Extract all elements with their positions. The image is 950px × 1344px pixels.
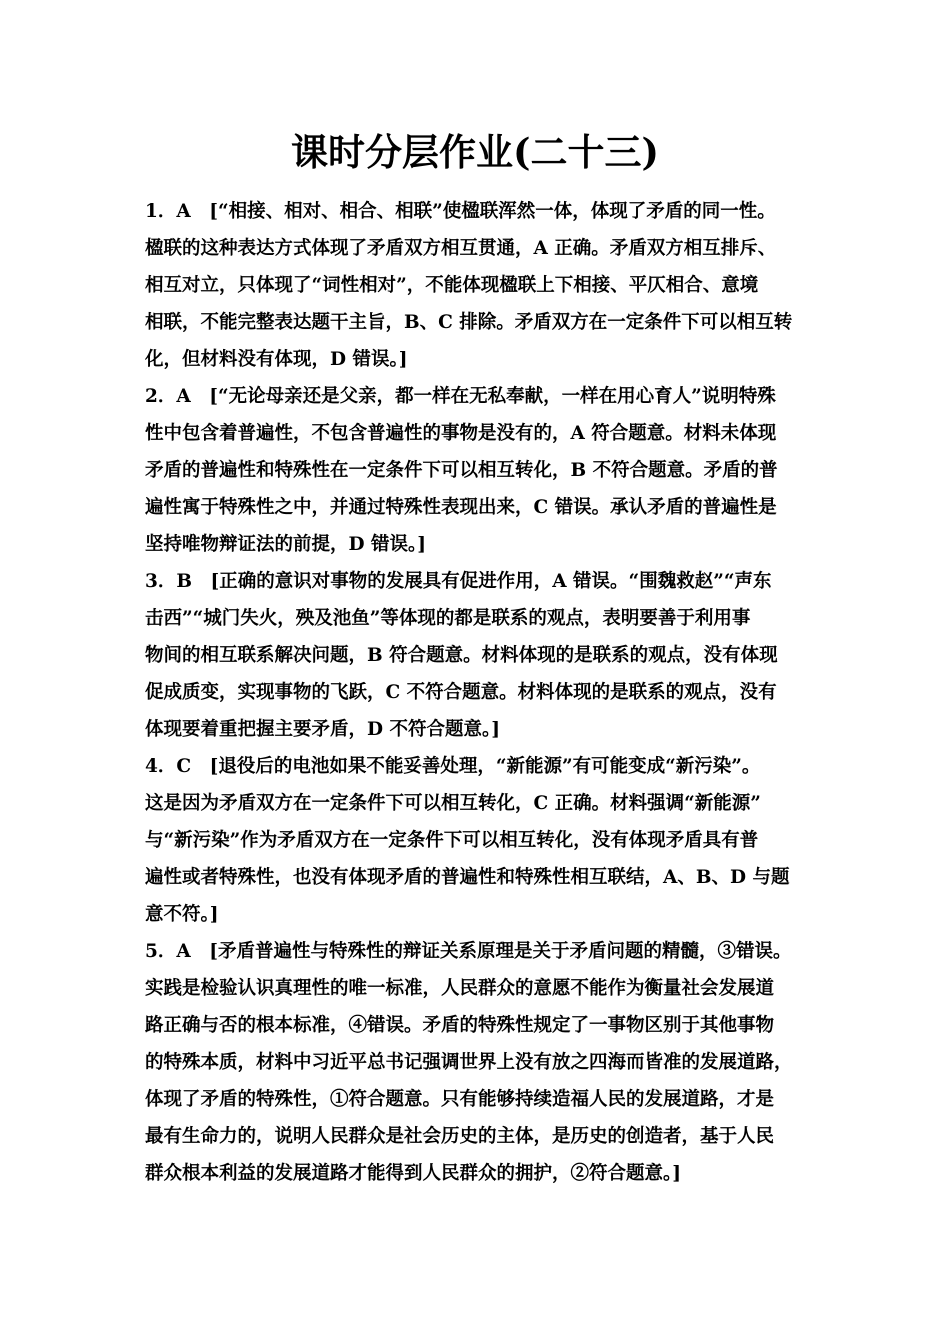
text-line: 3．B [正确的意识对事物的发展具有促进作用，A 错误。“围魏救赵”“声东 [145,571,772,592]
text-line: 体现了矛盾的特殊性，①符合题意。只有能够持续造福人民的发展道路，才是 [145,1089,775,1110]
text-line: 促成质变，实现事物的飞跃，C 不符合题意。材料体现的是联系的观点，没有 [145,682,777,703]
text-line: 最有生命力的，说明人民群众是社会历史的主体，是历史的创造者，基于人民 [145,1126,775,1147]
text-line: 矛盾的普遍性和特殊性在一定条件下可以相互转化，B 不符合题意。矛盾的普 [145,460,778,481]
text-line: 4．C [退役后的电池如果不能妥善处理，“新能源”有可能变成“新污染”。 [145,756,761,777]
text-line: 群众根本利益的发展道路才能得到人民群众的拥护，②符合题意。] [145,1163,682,1184]
text-line: 坚持唯物辩证法的前提，D 错误。] [145,534,426,555]
text-line: 遍性寓于特殊性之中，并通过特殊性表现出来，C 错误。承认矛盾的普遍性是 [145,497,777,518]
text-line: 相互对立，只体现了“词性相对”，不能体现楹联上下相接、平仄相合、意境 [145,275,759,296]
text-line: 这是因为矛盾双方在一定条件下可以相互转化，C 正确。材料强调“新能源” [145,793,761,814]
text-line: 体现要着重把握主要矛盾，D 不符合题意。] [145,719,500,740]
text-line: 1．A [“相接、相对、相合、相联”使楹联浑然一体，体现了矛盾的同一性。 [145,201,776,222]
text-line: 与“新污染”作为矛盾双方在一定条件下可以相互转化，没有体现矛盾具有普 [145,830,759,851]
text-line: 路正确与否的根本标准，④错误。矛盾的特殊性规定了一事物区别于其他事物 [145,1015,775,1036]
text-line: 2．A [“无论母亲还是父亲，都一样在无私奉献，一样在用心育人”说明特殊 [145,386,776,407]
text-line: 性中包含着普遍性，不包含普遍性的事物是没有的，A 符合题意。材料未体现 [145,423,777,444]
text-line: 的特殊本质，材料中习近平总书记强调世界上没有放之四海而皆准的发展道路， [145,1052,793,1073]
text-line: 物间的相互联系解决问题，B 符合题意。材料体现的是联系的观点，没有体现 [145,645,778,666]
text-line: 意不符。] [145,904,219,925]
text-line: 击西”“城门失火，殃及池鱼”等体现的都是联系的观点，表明要善于利用事 [145,608,751,629]
text-line: 实践是检验认识真理性的唯一标准，人民群众的意愿不能作为衡量社会发展道 [145,978,775,999]
page-title: 课时分层作业(二十三) [290,130,659,174]
text-line: 化，但材料没有体现，D 错误。] [145,349,408,370]
text-line: 遍性或者特殊性，也没有体现矛盾的普遍性和特殊性相互联结，A、B、D 与题 [145,867,790,888]
answer-explanations [145,193,807,1192]
text-line: 楹联的这种表达方式体现了矛盾双方相互贯通，A 正确。矛盾双方相互排斥、 [145,238,777,259]
text-line: 5．A [矛盾普遍性与特殊性的辩证关系原理是关于矛盾问题的精髓，③错误。 [145,941,792,962]
text-line: 相联，不能完整表达题干主旨，B、C 排除。矛盾双方在一定条件下可以相互转 [145,312,793,333]
